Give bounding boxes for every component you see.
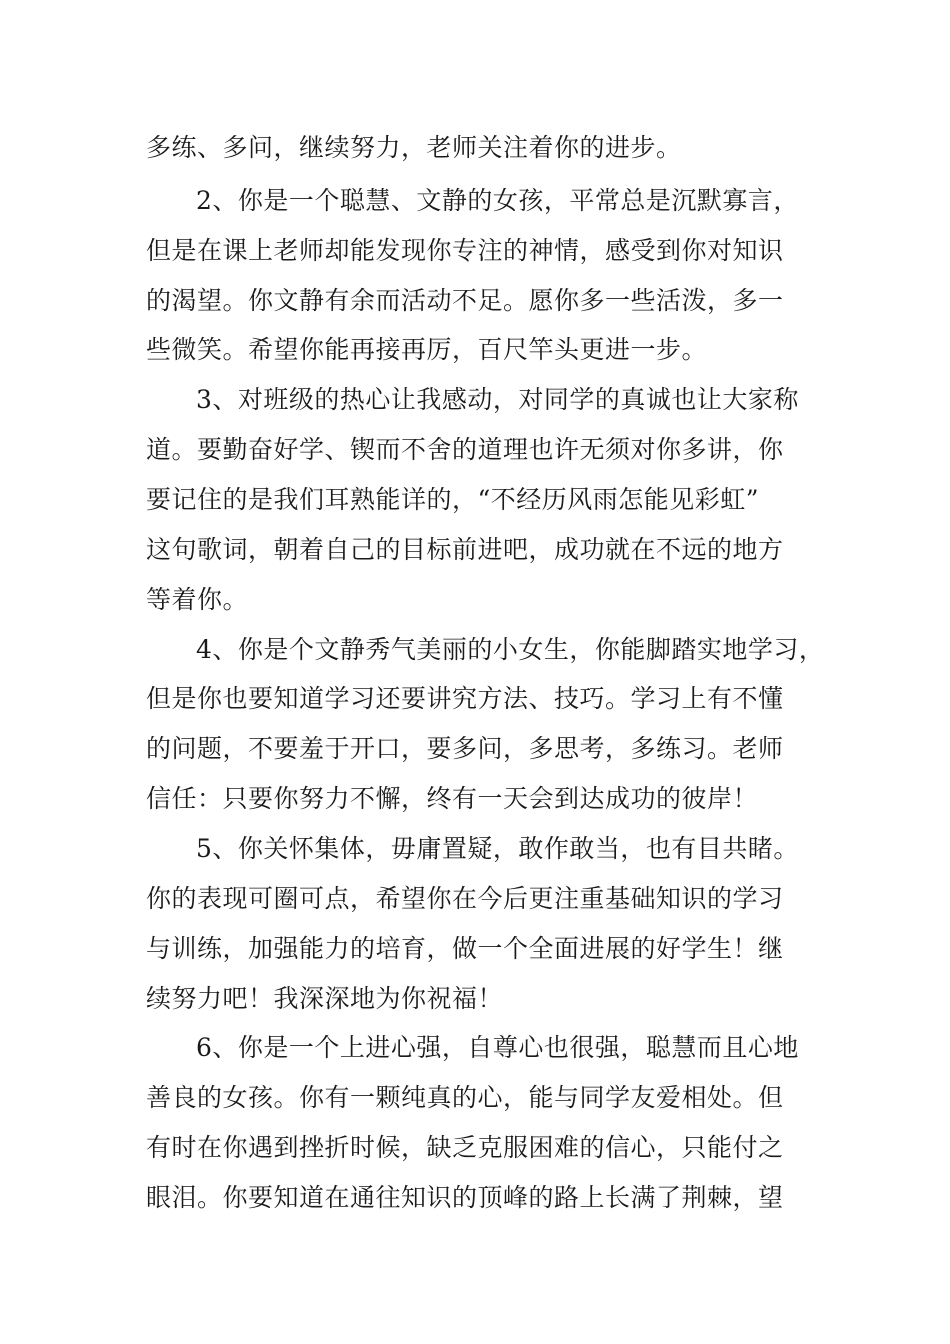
text-line: 有时在你遇到挫折时候，缺乏克服困难的信心，只能付之	[146, 1133, 784, 1162]
text-line: 你的表现可圈可点，希望你在今后更注重基础知识的学习	[146, 884, 784, 913]
text-line: 多练、多问，继续努力，老师关注着你的进步。	[146, 133, 682, 162]
text-line: 的问题，不要羞于开口，要多问，多思考，多练习。老师	[146, 734, 784, 763]
text-line: 这句歌词，朝着自己的目标前进吧，成功就在不远的地方	[146, 535, 784, 564]
text-line: 信任：只要你努力不懈，终有一天会到达成功的彼岸！	[146, 784, 759, 813]
paragraph-2-start: 2、你是一个聪慧、文静的女孩，平常总是沉默寡言，	[196, 186, 799, 215]
text-line: 道。要勤奋好学、锲而不舍的道理也许无须对你多讲，你	[146, 435, 784, 464]
text-line: 要记住的是我们耳熟能详的，“不经历风雨怎能见彩虹”	[146, 485, 760, 514]
text-line: 善良的女孩。你有一颗纯真的心，能与同学友爱相处。但	[146, 1083, 784, 1112]
paragraph-4-start: 4、你是个文静秀气美丽的小女生，你能脚踏实地学习，	[196, 635, 825, 664]
text-line: 与训练，加强能力的培育，做一个全面进展的好学生！继	[146, 934, 784, 963]
text-line: 的渴望。你文静有余而活动不足。愿你多一些活泼，多一	[146, 286, 784, 315]
paragraph-5-start: 5、你关怀集体，毋庸置疑，敢作敢当，也有目共睹。	[196, 834, 799, 863]
text-line: 些微笑。希望你能再接再厉，百尺竿头更进一步。	[146, 335, 708, 364]
paragraph-6-start: 6、你是一个上进心强，自尊心也很强，聪慧而且心地	[196, 1033, 799, 1062]
text-line: 等着你。	[146, 585, 249, 614]
text-line: 但是在课上老师却能发现你专注的神情，感受到你对知识	[146, 236, 784, 265]
paragraph-3-start: 3、对班级的热心让我感动，对同学的真诚也让大家称	[196, 385, 799, 414]
text-line: 续努力吧！我深深地为你祝福！	[146, 984, 504, 1013]
text-line: 但是你也要知道学习还要讲究方法、技巧。学习上有不懂	[146, 684, 784, 713]
text-line: 眼泪。你要知道在通往知识的顶峰的路上长满了荆棘，望	[146, 1183, 784, 1212]
